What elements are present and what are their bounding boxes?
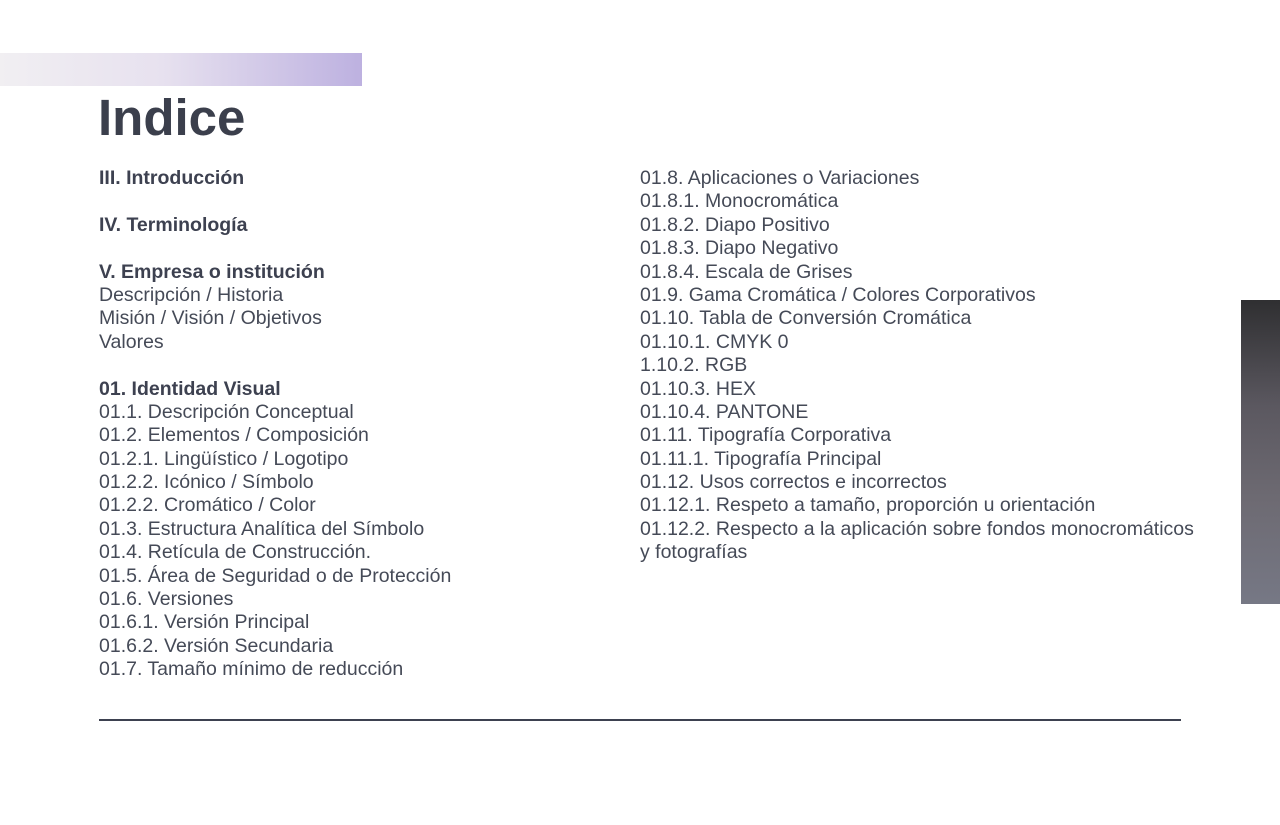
index-entry: 01.2.2. Cromático / Color (99, 494, 316, 517)
index-entry: 01.5. Área de Seguridad o de Protección (99, 564, 452, 587)
index-entry: 01.6.1. Versión Principal (99, 611, 310, 634)
index-entry: 01.9. Gama Cromática / Colores Corporativos (640, 283, 1036, 306)
index-section-heading: IV. Terminología (99, 213, 248, 236)
index-entry: 01.10.3. HEX (640, 377, 756, 400)
side-decorative-bar (1241, 300, 1280, 604)
index-section-heading: V. Empresa o institución (99, 260, 325, 283)
index-entry: 01.10. Tabla de Conversión Cromática (640, 307, 972, 330)
index-entry: 01.6.2. Versión Secundaria (99, 634, 334, 657)
index-column-right (640, 167, 1200, 565)
index-entry: 01.2.2. Icónico / Símbolo (99, 471, 314, 494)
spacer (99, 237, 619, 260)
index-entry: 01.12.2. Respecto a la aplicación sobre fondos monocromáticos y fotografías (640, 517, 1194, 564)
index-entry: 01.1. Descripción Conceptual (99, 400, 354, 423)
index-entry: Descripción / Historia (99, 283, 284, 306)
index-entry: 01.10.1. CMYK 0 (640, 330, 789, 353)
index-entry: Misión / Visión / Objetivos (99, 307, 322, 330)
index-entry: Valores (99, 330, 164, 353)
index-entry: 01.8.4. Escala de Grises (640, 260, 853, 283)
index-entry: 1.10.2. RGB (640, 354, 748, 377)
index-entry: 01.11.1. Tipografía Principal (640, 447, 882, 470)
index-entry: 01.3. Estructura Analítica del Símbolo (99, 517, 425, 540)
index-entry: 01.8. Aplicaciones o Variaciones (640, 167, 920, 189)
index-column-left (99, 167, 619, 682)
bottom-divider (99, 719, 1181, 721)
index-entry: 01.2.1. Lingüístico / Logotipo (99, 447, 349, 470)
index-entry: 01.12. Usos correctos e incorrectos (640, 471, 947, 494)
page-title: Indice (98, 89, 246, 146)
index-section-heading: 01. Identidad Visual (99, 377, 281, 400)
index-entry: 01.8.3. Diapo Negativo (640, 237, 839, 260)
index-entry: 01.11. Tipografía Corporativa (640, 424, 892, 447)
spacer (99, 190, 619, 213)
index-entry: 01.7. Tamaño mínimo de reducción (99, 658, 404, 681)
header-accent-band (0, 53, 362, 86)
index-entry: 01.2. Elementos / Composición (99, 424, 369, 447)
index-entry: 01.12.1. Respeto a tamaño, proporción u orientación (640, 494, 1096, 517)
index-entry: 01.10.4. PANTONE (640, 400, 809, 423)
index-entry: 01.8.2. Diapo Positivo (640, 213, 830, 236)
index-entry: 01.4. Retícula de Construcción. (99, 541, 372, 564)
index-section-heading: III. Introducción (99, 167, 245, 189)
index-entry: 01.8.1. Monocromática (640, 190, 839, 213)
spacer (99, 354, 619, 377)
index-entry: 01.6. Versiones (99, 588, 234, 611)
